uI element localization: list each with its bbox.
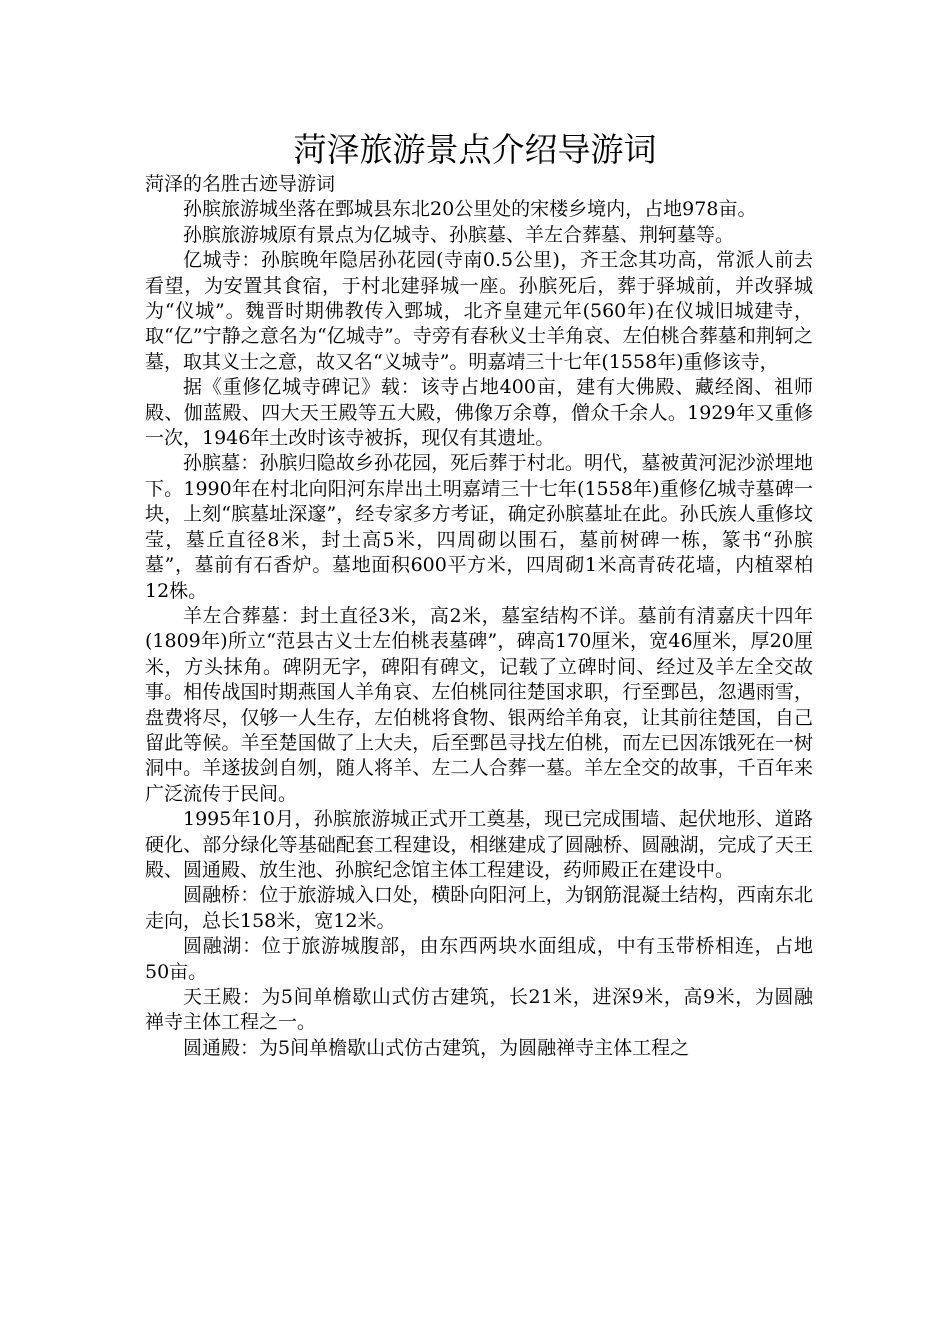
paragraph-original-sites: 孙膑旅游城原有景点为亿城寺、孙膑墓、羊左合葬墓、荆轲墓等。 bbox=[183, 223, 735, 246]
paragraph-tianwang-hall: 天王殿：为5间单檐歇山式仿古建筑，长21米，进深9米，高9米，为圆融禅寺主体工程之一。 bbox=[145, 986, 813, 1034]
paragraph-construction: 1995年10月，孙膑旅游城正式开工奠基，现已完成围墙、起伏地形、道路硬化、部分绿化等基础配套工程建设，相继建成了圆融桥、圆融湖，完成了天王殿、圆通殿、放生池、孙膑纪念馆主体工程建设，药师殿正在建设中。 bbox=[145, 808, 813, 881]
paragraph-yuantong-hall: 圆通殿：为5间单檐歇山式仿古建筑，为圆融禅寺主体工程之 bbox=[183, 1036, 690, 1059]
paragraph-yicheng-temple: 亿城寺：孙膑晚年隐居孙花园(寺南0.5公里)，齐王念其功高，常派人前去看望，为安置其食宿，于村北建驿城一座。孙膑死后，葬于驿城前，并改驿城为“仪城”。魏晋时期佛教传入鄄城，北齐皇建元年(560年)在仪城旧城建寺，取“亿”宁静之意名为“亿城寺”。寺旁有春秋义士羊角哀、左伯桃合葬墓和荆轲之墓，取其义士之意，故又名“义城寺”。明嘉靖三十七年(1558年)重修该寺， bbox=[145, 249, 813, 373]
paragraph-yang-zuo-tomb: 羊左合葬墓：封土直径3米，高2米，墓室结构不详。墓前有清嘉庆十四年(1809年)所立“范县古义士左伯桃表墓碑”，碑高170厘米，宽46厘米，厚20厘米，方头抹角。碑阴无字，碑阳有碑文，记载了立碑时间、经过及羊左全交故事。相传战国时期燕国人羊角哀、左伯桃同往楚国求职，行至鄄邑，忽遇雨雪，盘费将尽，仅够一人生存，左伯桃将食物、银两给羊角哀，让其前往楚国，自己留此等候。羊至楚国做了上大夫，后至鄄邑寻找左伯桃，而左已因冻饿死在一树洞中。羊遂拔剑自刎，随人将羊、左二人合葬一墓。羊左全交的故事，千百年来广泛流传于民间。 bbox=[145, 604, 813, 805]
paragraph-yuanrong-lake: 圆融湖：位于旅游城腹部，由东西两块水面组成，中有玉带桥相连，占地50亩。 bbox=[145, 935, 813, 983]
document-title: 菏泽旅游景点介绍导游词 bbox=[293, 130, 657, 169]
paragraph-temple-record: 据《重修亿城寺碑记》载：该寺占地400亩，建有大佛殿、藏经阁、祖师殿、伽蓝殿、四大天王殿等五大殿，佛像万余尊，僧众千余人。1929年又重修一次，1946年土改时该寺被拆，现仅有其遗址。 bbox=[145, 376, 813, 450]
document-body bbox=[145, 172, 813, 1061]
paragraph-intro: 孙膑旅游城坐落在鄄城县东北20公里处的宋楼乡境内，占地978亩。 bbox=[183, 198, 757, 221]
paragraph-sun-bin-tomb: 孙膑墓：孙膑归隐故乡孙花园，死后葬于村北。明代，墓被黄河泥沙淤埋地下。1990年在村北向阳河东岸出土明嘉靖三十七年(1558年)重修亿城寺墓碑一块，上刻“膑墓址深邃”，经专家多方考证，确定孙膑墓址在此。孙氏族人重修坟莹，墓丘直径8米，封土高5米，四周砌以围石，墓前树碑一栋，篆书“孙膑墓”，墓前有石香炉。墓地面积600平方米，四周砌1米高青砖花墙，内植翠柏12株。 bbox=[145, 452, 813, 602]
paragraph-yuanrong-bridge: 圆融桥：位于旅游城入口处，横卧向阳河上，为钢筋混凝土结构，西南东北走向，总长158米，宽12米。 bbox=[145, 884, 813, 932]
document-subtitle: 菏泽的名胜古迹导游词 bbox=[145, 173, 336, 195]
